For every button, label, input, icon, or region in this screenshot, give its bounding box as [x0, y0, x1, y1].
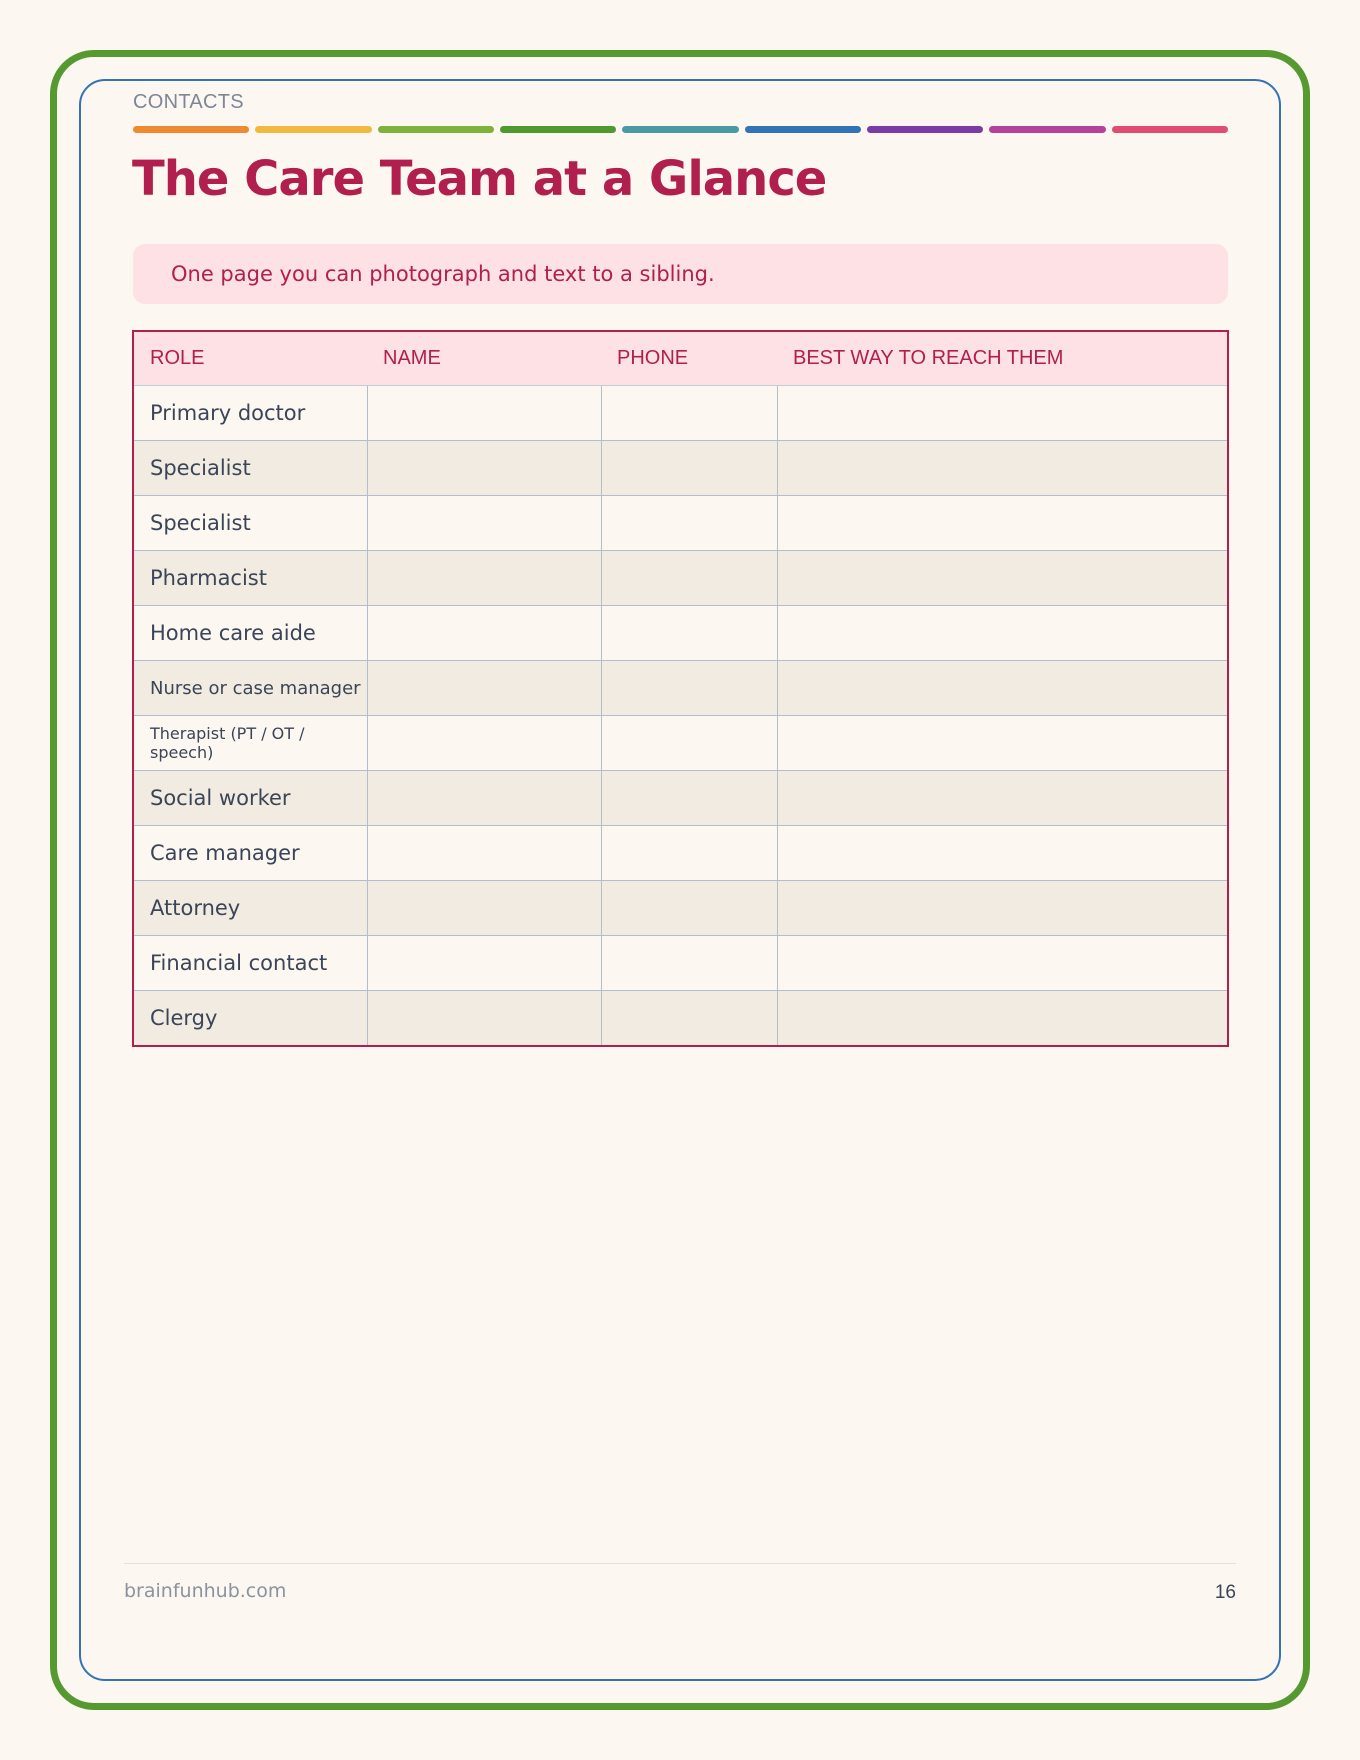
callout-note	[133, 244, 1228, 304]
best-way-cell[interactable]	[777, 606, 1228, 661]
stripe-segment	[133, 126, 249, 133]
section-kicker: CONTACTS	[133, 91, 244, 113]
phone-cell[interactable]	[601, 826, 777, 881]
best-way-cell[interactable]	[777, 771, 1228, 826]
best-way-cell[interactable]	[777, 661, 1228, 716]
phone-cell[interactable]	[601, 386, 777, 441]
table-row	[133, 936, 1228, 991]
stripe-segment	[622, 126, 738, 133]
table-row	[133, 716, 1228, 771]
name-cell[interactable]	[367, 606, 601, 661]
table-row	[133, 826, 1228, 881]
table-row	[133, 771, 1228, 826]
table-row	[133, 881, 1228, 936]
name-cell[interactable]	[367, 386, 601, 441]
name-cell[interactable]	[367, 496, 601, 551]
role-cell: Specialist	[133, 441, 367, 496]
role-cell: Attorney	[133, 881, 367, 936]
name-cell[interactable]	[367, 661, 601, 716]
name-cell[interactable]	[367, 441, 601, 496]
phone-cell[interactable]	[601, 606, 777, 661]
phone-cell[interactable]	[601, 661, 777, 716]
care-team-table	[132, 330, 1229, 1047]
best-way-cell[interactable]	[777, 386, 1228, 441]
stripe-segment	[745, 126, 861, 133]
name-cell[interactable]	[367, 716, 601, 771]
name-cell[interactable]	[367, 936, 601, 991]
table-row	[133, 991, 1228, 1047]
name-cell[interactable]	[367, 551, 601, 606]
column-header-name: NAME	[367, 331, 601, 386]
table-row	[133, 606, 1228, 661]
footer-site-url: brainfunhub.com	[124, 1580, 287, 1602]
phone-cell[interactable]	[601, 441, 777, 496]
name-cell[interactable]	[367, 991, 601, 1047]
table-header-row	[133, 331, 1228, 386]
role-cell: Primary doctor	[133, 386, 367, 441]
table-row	[133, 441, 1228, 496]
role-cell: Pharmacist	[133, 551, 367, 606]
role-cell: Clergy	[133, 991, 367, 1047]
table-row	[133, 386, 1228, 441]
name-cell[interactable]	[367, 881, 601, 936]
best-way-cell[interactable]	[777, 881, 1228, 936]
table-row	[133, 551, 1228, 606]
role-cell: Therapist (PT / OT / speech)	[133, 716, 367, 771]
best-way-cell[interactable]	[777, 551, 1228, 606]
phone-cell[interactable]	[601, 771, 777, 826]
callout-text: One page you can photograph and text to a sibling.	[171, 262, 715, 286]
stripe-segment	[989, 126, 1105, 133]
page-number: 16	[1214, 1582, 1236, 1603]
footer-divider	[124, 1563, 1236, 1564]
page-title: The Care Team at a Glance	[132, 151, 827, 207]
best-way-cell[interactable]	[777, 826, 1228, 881]
role-cell: Home care aide	[133, 606, 367, 661]
role-cell: Care manager	[133, 826, 367, 881]
column-header-best-way: BEST WAY TO REACH THEM	[777, 331, 1228, 386]
stripe-segment	[867, 126, 983, 133]
table-row	[133, 496, 1228, 551]
role-cell: Nurse or case manager	[133, 661, 367, 716]
stripe-segment	[1112, 126, 1228, 133]
phone-cell[interactable]	[601, 551, 777, 606]
name-cell[interactable]	[367, 771, 601, 826]
column-header-role: ROLE	[133, 331, 367, 386]
stripe-segment	[500, 126, 616, 133]
best-way-cell[interactable]	[777, 441, 1228, 496]
table-row	[133, 661, 1228, 716]
best-way-cell[interactable]	[777, 991, 1228, 1047]
phone-cell[interactable]	[601, 716, 777, 771]
stripe-segment	[378, 126, 494, 133]
best-way-cell[interactable]	[777, 936, 1228, 991]
best-way-cell[interactable]	[777, 716, 1228, 771]
phone-cell[interactable]	[601, 991, 777, 1047]
stripe-segment	[255, 126, 371, 133]
phone-cell[interactable]	[601, 881, 777, 936]
best-way-cell[interactable]	[777, 496, 1228, 551]
column-header-phone: PHONE	[601, 331, 777, 386]
phone-cell[interactable]	[601, 936, 777, 991]
role-cell: Social worker	[133, 771, 367, 826]
name-cell[interactable]	[367, 826, 601, 881]
phone-cell[interactable]	[601, 496, 777, 551]
rainbow-stripe-divider	[133, 126, 1228, 133]
role-cell: Financial contact	[133, 936, 367, 991]
role-cell: Specialist	[133, 496, 367, 551]
